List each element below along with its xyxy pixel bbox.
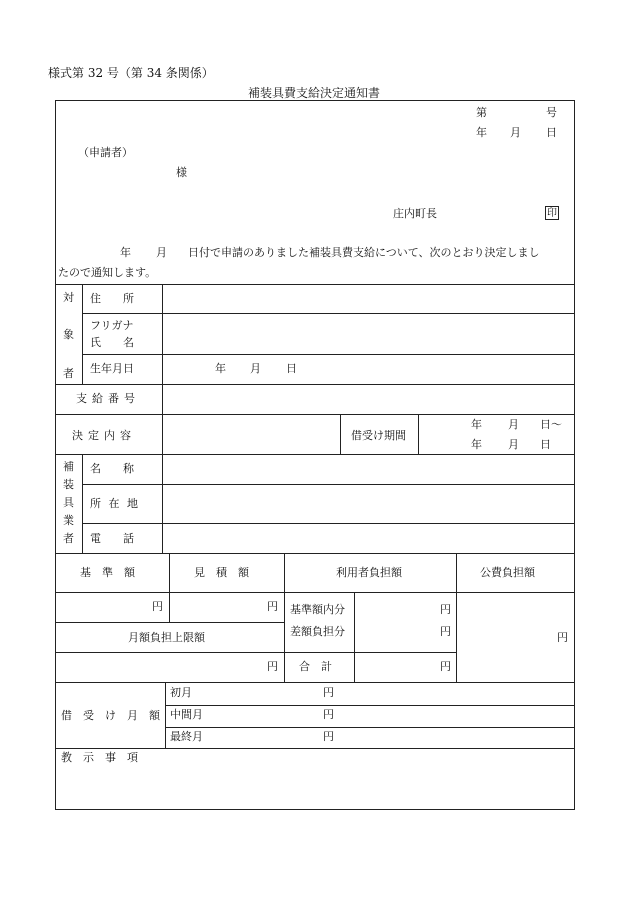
rule xyxy=(162,284,163,553)
subject-group-char: 者 xyxy=(63,367,74,380)
difference-label: 差額負担分 xyxy=(290,625,345,638)
rule xyxy=(55,682,575,683)
rule xyxy=(55,284,575,285)
user-burden-header: 利用者負担額 xyxy=(336,566,402,579)
total-label: 合 計 xyxy=(299,660,332,673)
vendor-phone-label: 電 話 xyxy=(90,532,134,545)
document-title: 補装具費支給決定通知書 xyxy=(248,86,381,100)
period-to-day: 日 xyxy=(540,438,551,451)
subject-group-char: 対 xyxy=(63,291,74,304)
period-from-month: 月 xyxy=(508,418,519,431)
rule xyxy=(82,284,83,384)
name-label: 氏 名 xyxy=(90,336,134,349)
standard-yen: 円 xyxy=(152,600,163,613)
notice-text-line1: 日付で申請のありました補装具費支給について、次のとおり決定しまし xyxy=(188,246,540,259)
decision-label: 決定内容 xyxy=(72,429,136,442)
rental-period-label: 借受け期間 xyxy=(351,429,406,442)
estimate-amount-header: 見 積 額 xyxy=(194,566,249,579)
middle-month-yen: 円 xyxy=(323,708,334,721)
vendor-group-char: 具 xyxy=(63,496,74,509)
rule xyxy=(165,705,575,706)
rule xyxy=(55,414,575,415)
public-burden-header: 公費負担額 xyxy=(480,566,535,579)
issuer-name: 庄内町長 xyxy=(393,207,437,220)
rule xyxy=(169,553,170,592)
date-day: 日 xyxy=(546,126,557,139)
number-prefix: 第 xyxy=(476,106,487,119)
rule xyxy=(354,592,355,682)
monthly-cap-yen: 円 xyxy=(267,660,278,673)
last-month-yen: 円 xyxy=(323,730,334,743)
notice-month: 月 xyxy=(156,246,167,259)
vendor-group-char: 装 xyxy=(63,478,74,491)
date-month: 月 xyxy=(510,126,521,139)
estimate-yen: 円 xyxy=(267,600,278,613)
rule xyxy=(284,553,285,682)
birth-month: 月 xyxy=(250,362,261,375)
period-from-year: 年 xyxy=(471,418,482,431)
total-yen: 円 xyxy=(440,660,451,673)
notice-text-line2: たので通知します。 xyxy=(58,266,157,279)
furigana-label: フリガナ xyxy=(90,319,134,332)
rule xyxy=(82,484,575,485)
rule xyxy=(165,727,575,728)
number-suffix: 号 xyxy=(546,106,557,119)
rule xyxy=(340,414,341,454)
date-year: 年 xyxy=(476,126,487,139)
public-burden-yen: 円 xyxy=(557,631,568,644)
instructions-label: 教 示 事 項 xyxy=(61,751,138,764)
rule xyxy=(82,354,575,355)
vendor-location-label: 所 在 地 xyxy=(90,497,140,510)
rule xyxy=(82,523,575,524)
first-month-label: 初月 xyxy=(170,686,192,699)
monthly-cap-label: 月額負担上限額 xyxy=(128,631,205,644)
first-month-yen: 円 xyxy=(323,686,334,699)
birth-year: 年 xyxy=(215,362,226,375)
payment-number-label: 支給番号 xyxy=(76,392,140,405)
vendor-group-char: 業 xyxy=(63,514,74,527)
subject-group-char: 象 xyxy=(63,328,74,341)
rule xyxy=(169,592,170,622)
middle-month-label: 中間月 xyxy=(170,708,203,721)
vendor-name-label: 名 称 xyxy=(90,462,134,475)
seal-mark: 印 xyxy=(547,208,557,219)
rule xyxy=(55,622,284,623)
standard-amount-header: 基 準 額 xyxy=(80,566,135,579)
address-label: 住 所 xyxy=(90,292,134,305)
rule xyxy=(55,553,575,554)
rule xyxy=(284,652,456,653)
period-from-day: 日〜 xyxy=(540,418,562,431)
difference-yen: 円 xyxy=(440,625,451,638)
rental-monthly-label: 借 受 け 月 額 xyxy=(61,709,160,722)
birth-day: 日 xyxy=(286,362,297,375)
form-frame xyxy=(55,100,575,810)
applicant-label: （申請者） xyxy=(78,146,133,159)
rule xyxy=(82,313,575,314)
vendor-group-char: 補 xyxy=(63,460,74,473)
rule xyxy=(55,652,284,653)
rule xyxy=(418,414,419,454)
within-standard-yen: 円 xyxy=(440,603,451,616)
rule xyxy=(55,384,575,385)
rule xyxy=(55,748,575,749)
last-month-label: 最終月 xyxy=(170,730,203,743)
rule xyxy=(82,454,83,553)
form-number: 様式第 32 号（第 34 条関係） xyxy=(48,66,214,80)
rule xyxy=(165,682,166,748)
vendor-group-char: 者 xyxy=(63,532,74,545)
birthdate-label: 生年月日 xyxy=(90,362,134,375)
rule xyxy=(456,553,457,682)
rule xyxy=(55,454,575,455)
period-to-year: 年 xyxy=(471,438,482,451)
rule xyxy=(55,592,575,593)
notice-year: 年 xyxy=(120,246,131,259)
period-to-month: 月 xyxy=(508,438,519,451)
within-standard-label: 基準額内分 xyxy=(290,603,345,616)
honorific: 様 xyxy=(176,166,187,179)
